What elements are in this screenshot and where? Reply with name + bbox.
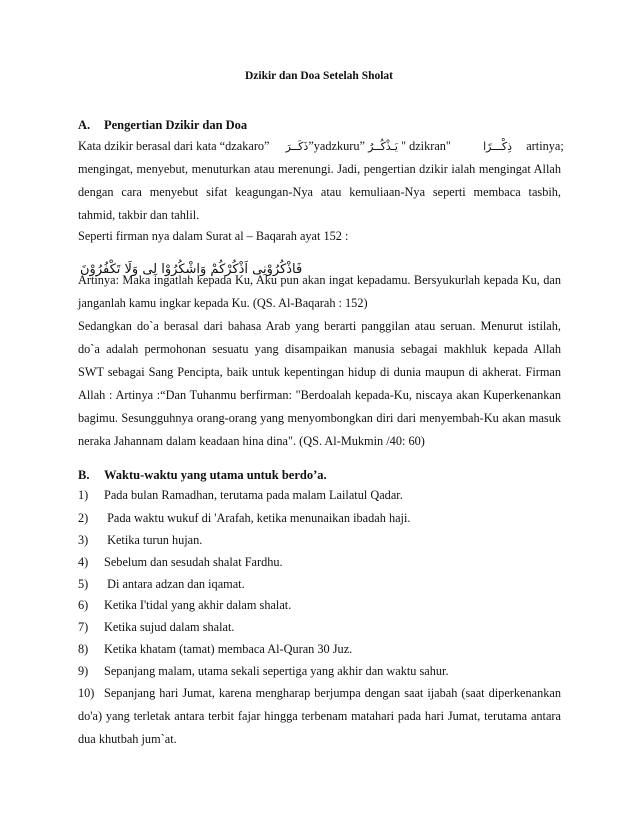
list-item-continuation: dua khutbah jum`at. [78,732,177,746]
list-item-continuation: do'a) yang terletak antara terbit fajar hingga terbenam matahari pada hari Jumat, terutama antara [78,709,561,723]
list-number: 10) [78,686,95,700]
paragraph-line: neraka Jahannam dalam keadaan hina dina". (QS. Al-Mukmin /40: 60) [78,434,425,448]
paragraph-line: Seperti firman nya dalam Surat al – Baqarah ayat 152 : [78,229,349,243]
list-text: Ketika khatam (tamat) membaca Al-Quran 30 Juz. [104,642,353,656]
text-span: Kata dzikir berasal dari kata “dzakaro” [78,139,270,153]
paragraph-line: tahmid, takbir dan tahlil. [78,208,200,222]
list-number: 7) [78,620,89,634]
paragraph-line [78,138,564,155]
text-span: " dzikran" [400,139,451,153]
section-b-title: Waktu-waktu yang utama untuk berdo’a. [104,468,327,482]
section-b-letter: B. [78,468,90,482]
list-item [78,511,410,526]
text-span: ”yadzkuru” [308,139,365,153]
list-item [78,533,202,548]
list-item [78,642,352,657]
list-number: 3) [78,533,89,547]
list-text: Di antara adzan dan iqamat. [104,577,245,591]
list-number: 2) [78,511,89,525]
list-text: Ketika sujud dalam shalat. [104,620,235,634]
list-item [78,620,234,635]
paragraph-line: bagimu. Sesungguhnya orang-orang yang menyombongkan diri dari menyembah-Ku akan masuk [78,411,561,425]
paragraph-line: mengingat, menyebut, menuturkan atau merenungi. Jadi, pengertian dzikir ialah mengingat Allah [78,162,561,176]
list-number: 1) [78,488,89,502]
paragraph-line: Allah : Artinya :“Dan Tuhanmu berfirman: "Berdoalah kepada-Ku, niscaya akan Kuperkenankan [78,388,561,402]
list-item [78,488,403,503]
list-text: Pada waktu wukuf di 'Arafah, ketika menunaikan ibadah haji. [104,511,411,525]
arabic-word: ذَكَــرَ [285,140,309,153]
paragraph-line: dengan cara menyebut sifat keagungan-Nya atau kemuliaan-Nya seperti membaca tasbih, [78,185,561,199]
section-b-heading [78,468,327,483]
list-item [78,555,283,570]
list-text: Sepanjang malam, utama sekali sepertiga yang akhir dan waktu sahur. [104,664,449,678]
list-text: Sebelum dan sesudah shalat Fardhu. [104,555,283,569]
paragraph-line: janganlah kamu ingkar kepada Ku. (QS. Al-Baqarah : 152) [78,296,368,310]
section-a-title: Pengertian Dzikir dan Doa [104,118,248,132]
list-text: Ketika turun hujan. [104,533,203,547]
paragraph-line: Artinya: Maka ingatlah kepada Ku, Aku pun akan ingat kepadamu. Bersyukurlah kepada Ku, dan [78,273,561,287]
section-a-heading [78,118,247,133]
list-item [78,686,561,701]
list-number: 9) [78,664,89,678]
list-item [78,577,245,592]
list-text: Pada bulan Ramadhan, terutama pada malam Lailatul Qadar. [104,488,403,502]
section-a-letter: A. [78,118,91,132]
paragraph-line: do`a adalah permohonan sesuatu yang disampaikan manusia sebagai makhluk kepada Allah [78,342,561,356]
list-number: 8) [78,642,89,656]
text-span: artinya; [526,139,564,153]
list-number: 6) [78,598,89,612]
quran-verse: فَاذْكُرُوْنِى اَذْكُرْكُمْ وَاشْكُرُوْا لِى وَلَا تَكْفُرُوْنَ [80,262,303,277]
paragraph-line: Sedangkan do`a berasal dari bahasa Arab yang berarti panggilan atau seruan. Menurut istilah, [78,319,561,333]
arabic-word: يَـذْكُــرُ [368,140,398,153]
list-number: 5) [78,577,89,591]
paragraph-line: SWT sebagai Sang Pencipta, baik untuk kepentingan hidup di dunia maupun di akherat. Firman [78,365,561,379]
arabic-word: ذِكْـــرًا [483,140,513,153]
list-text: Sepanjang hari Jumat, karena mengharap berjumpa dengan saat ijabah (saat diperkenankan [104,686,561,700]
list-number: 4) [78,555,89,569]
list-item [78,664,449,679]
list-item [78,598,291,613]
list-text: Ketika I'tidal yang akhir dalam shalat. [104,598,292,612]
document-title: Dzikir dan Doa Setelah Sholat [244,70,394,82]
